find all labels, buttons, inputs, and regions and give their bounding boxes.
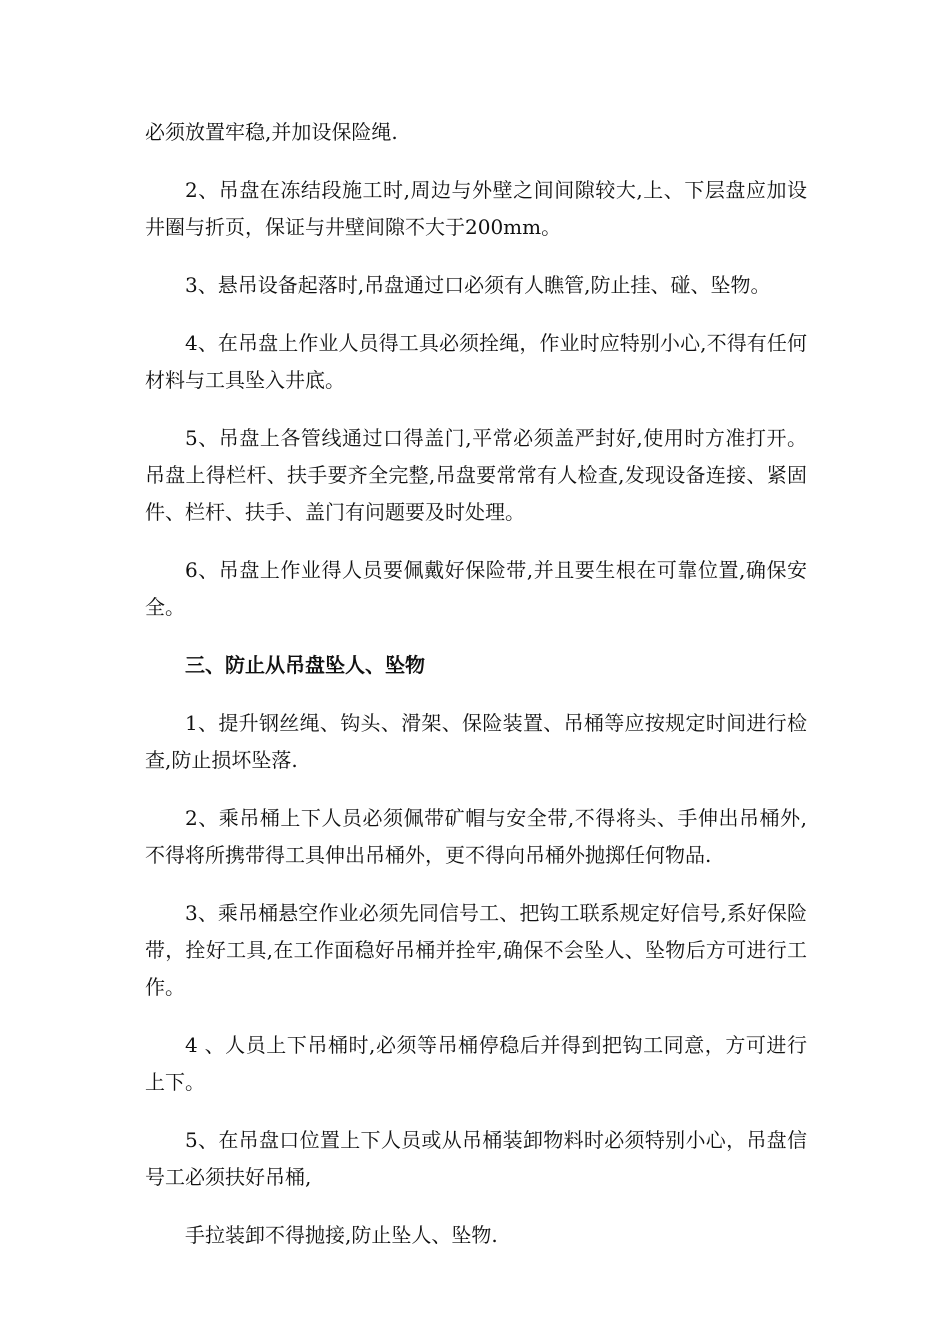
paragraph-section3-item-4: 4 、人员上下吊桶时,必须等吊桶停稳后并得到把钩工同意，方可进行上下。 (145, 1033, 807, 1094)
paragraph-item-6: 6、吊盘上作业得人员要佩戴好保险带,并且要生根在可靠位置,确保安全。 (145, 558, 807, 619)
paragraph-section3-item-1: 1、提升钢丝绳、钩头、滑架、保险装置、吊桶等应按规定时间进行检查,防止损坏坠落. (145, 711, 807, 772)
paragraph-item-2: 2、吊盘在冻结段施工时,周边与外壁之间间隙较大,上、下层盘应加设井圈与折页，保证与井壁间隙不大于200mm。 (145, 178, 807, 239)
paragraph-continuation: 必须放置牢稳,并加设保险绳. (145, 120, 398, 144)
section-heading: 三、防止从吊盘坠人、坠物 (185, 653, 425, 677)
paragraph-section3-item-2: 2、乘吊桶上下人员必须佩带矿帽与安全带,不得将头、手伸出吊桶外,不得将所携带得工具伸出吊桶外，更不得向吊桶外抛掷任何物品. (145, 806, 807, 867)
paragraph-section3-item-3: 3、乘吊桶悬空作业必须先同信号工、把钩工联系规定好信号,系好保险带，拴好工具,在工作面稳好吊桶并拴牢,确保不会坠人、坠物后方可进行工作。 (145, 901, 807, 999)
document-page (145, 114, 807, 1275)
paragraph-section3-item-5-continued: 手拉装卸不得抛接,防止坠人、坠物. (185, 1223, 498, 1247)
paragraph-item-3: 3、悬吊设备起落时,吊盘通过口必须有人瞧管,防止挂、碰、坠物。 (185, 273, 771, 297)
paragraph-item-5: 5、吊盘上各管线通过口得盖门,平常必须盖严封好,使用时方准打开。吊盘上得栏杆、扶手要齐全完整,吊盘要常常有人检查,发现设备连接、紧固件、栏杆、扶手、盖门有问题要及时处理。 (145, 426, 807, 524)
paragraph-section3-item-5: 5、在吊盘口位置上下人员或从吊桶装卸物料时必须特别小心，吊盘信号工必须扶好吊桶, (145, 1128, 807, 1189)
paragraph-item-4: 4、在吊盘上作业人员得工具必须拴绳，作业时应特别小心,不得有任何材料与工具坠入井底。 (145, 331, 807, 392)
